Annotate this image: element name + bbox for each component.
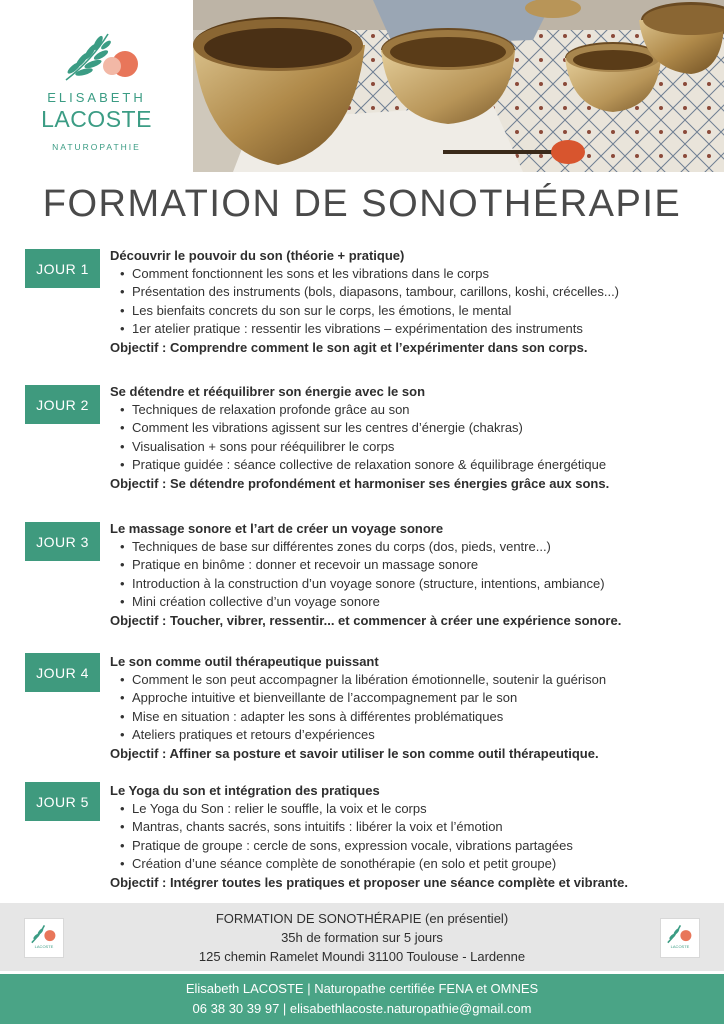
day-badge: JOUR 5 xyxy=(25,782,100,821)
list-item: • Comment les vibrations agissent sur les centres d’énergie (chakras) xyxy=(110,419,715,437)
list-item: • Présentation des instruments (bols, diapasons, tambour, carillons, koshi, crécelles...) xyxy=(110,283,715,301)
page-title: FORMATION DE SONOTHÉRAPIE xyxy=(42,183,682,225)
list-item: • Comment fonctionnent les sons et les vibrations dans le corps xyxy=(110,265,715,283)
list-item: • Techniques de relaxation profonde grâce au son xyxy=(110,401,715,419)
leaf-logo-icon xyxy=(661,923,699,945)
day-objective: Objectif : Comprendre comment le son agit et l’expérimenter dans son corps. xyxy=(110,339,588,355)
leaf-logo-icon xyxy=(62,30,152,86)
list-item: • 1er atelier pratique : ressentir les vibrations – expérimentation des instruments xyxy=(110,320,715,338)
mini-logo-text: LACOSTE xyxy=(670,944,690,949)
singing-bowls-photo xyxy=(193,0,724,172)
day-badge: JOUR 4 xyxy=(25,653,100,692)
list-item: • Comment le son peut accompagner la libération émotionnelle, soutenir la guérison xyxy=(110,671,715,689)
contact-band xyxy=(0,974,724,1024)
list-item: • Techniques de base sur différentes zones du corps (dos, pieds, ventre...) xyxy=(110,538,715,556)
day-list xyxy=(110,538,715,612)
day-heading: Se détendre et rééquilibrer son énergie avec le son xyxy=(110,384,426,399)
info-title: FORMATION DE SONOTHÉRAPIE (en présentiel) xyxy=(215,911,509,926)
list-item: • Approche intuitive et bienveillante de l’accompagnement par le son xyxy=(110,689,715,707)
brand-subtitle: NATUROPATHIE xyxy=(52,142,141,152)
list-item: • Visualisation + sons pour rééquilibrer le corps xyxy=(110,438,715,456)
day-objective: Objectif : Se détendre profondément et harmoniser ses énergies grâce aux sons. xyxy=(110,475,610,491)
list-item: • Création d’une séance complète de sonothérapie (en solo et petit groupe) xyxy=(110,855,715,873)
header xyxy=(0,0,724,172)
list-item: • Les bienfaits concrets du son sur le corps, les émotions, le mental xyxy=(110,302,715,320)
list-item: • Mini création collective d’un voyage sonore xyxy=(110,593,715,611)
brand-last-name: LACOSTE xyxy=(41,106,152,132)
brand-first-name: ELISABETH xyxy=(47,90,146,105)
list-item: • Mantras, chants sacrés, sons intuitifs : libérer la voix et l’émotion xyxy=(110,818,715,836)
logo xyxy=(0,0,193,172)
day-list xyxy=(110,671,715,745)
list-item: • Pratique en binôme : donner et recevoir un massage sonore xyxy=(110,556,715,574)
list-item: • Mise en situation : adapter les sons à différentes problématiques xyxy=(110,708,715,726)
list-item: • Introduction à la construction d’un voyage sonore (structure, intentions, ambiance) xyxy=(110,575,715,593)
day-heading: Découvrir le pouvoir du son (théorie + pratique) xyxy=(110,248,405,263)
day-heading: Le massage sonore et l’art de créer un voyage sonore xyxy=(110,521,444,536)
day-badge: JOUR 1 xyxy=(25,249,100,288)
day-objective: Objectif : Intégrer toutes les pratiques et proposer une séance complète et vibrante. xyxy=(110,874,628,890)
day-objective: Objectif : Affiner sa posture et savoir utiliser le son comme outil thérapeutique. xyxy=(110,745,599,761)
list-item: • Pratique de groupe : cercle de sons, expression vocale, vibrations partagées xyxy=(110,837,715,855)
leaf-logo-icon xyxy=(25,923,63,945)
day-content xyxy=(110,247,715,357)
info-address: 125 chemin Ramelet Moundi 31100 Toulouse - Lardenne xyxy=(198,949,526,964)
day-badge: JOUR 2 xyxy=(25,385,100,424)
list-item: • Pratique guidée : séance collective de relaxation sonore & équilibrage énergétique xyxy=(110,456,715,474)
day-heading: Le Yoga du son et intégration des pratiques xyxy=(110,783,380,798)
list-item: • Le Yoga du Son : relier le souffle, la voix et le corps xyxy=(110,800,715,818)
list-item: • Ateliers pratiques et retours d’expériences xyxy=(110,726,715,744)
mini-logo-right xyxy=(660,918,700,958)
day-content xyxy=(110,520,715,630)
mini-logo-text: LACOSTE xyxy=(34,944,54,949)
info-band xyxy=(0,903,724,971)
info-duration: 35h de formation sur 5 jours xyxy=(281,930,443,945)
day-list xyxy=(110,265,715,339)
day-list xyxy=(110,401,715,475)
mini-logo-left xyxy=(24,918,64,958)
contact-details[interactable]: 06 38 30 39 97 | elisabethlacoste.naturopathie@gmail.com xyxy=(192,1001,532,1016)
day-objective: Objectif : Toucher, vibrer, ressentir... et commencer à créer une expérience sonore. xyxy=(110,612,622,628)
day-badge: JOUR 3 xyxy=(25,522,100,561)
day-list xyxy=(110,800,715,874)
day-content xyxy=(110,782,715,892)
day-content xyxy=(110,653,715,763)
contact-name: Elisabeth LACOSTE | Naturopathe certifiée FENA et OMNES xyxy=(185,981,539,996)
day-heading: Le son comme outil thérapeutique puissant xyxy=(110,654,379,669)
day-content xyxy=(110,383,715,493)
